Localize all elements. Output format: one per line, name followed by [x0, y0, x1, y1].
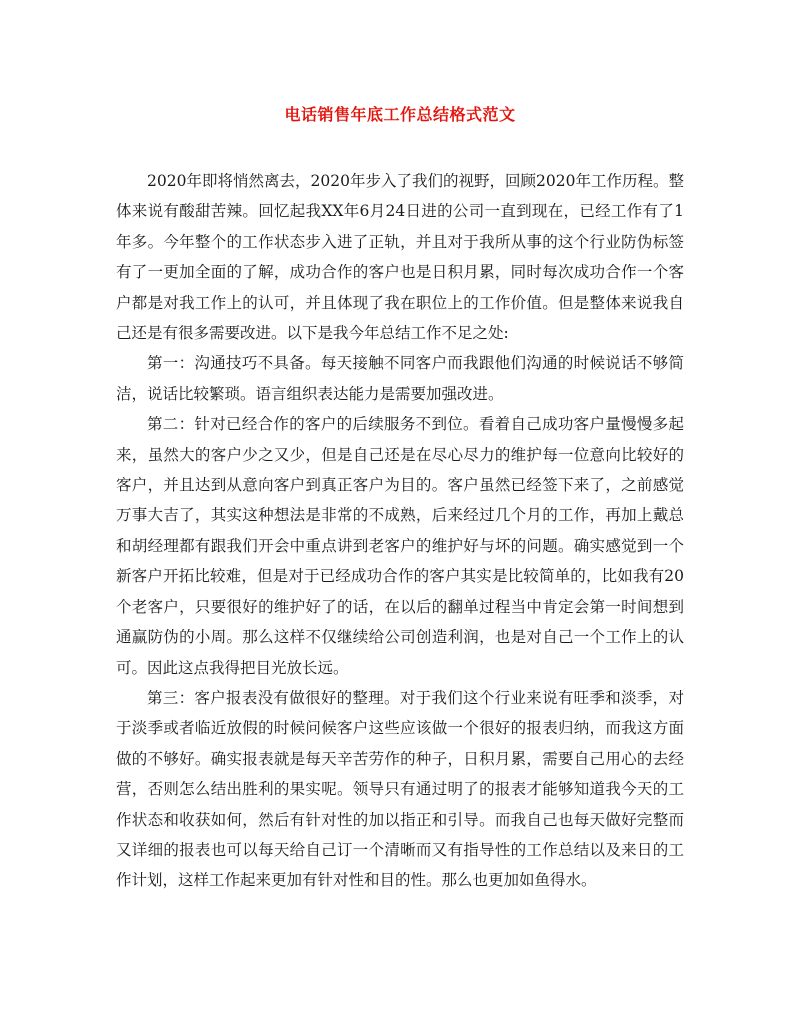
document-body — [116, 166, 684, 896]
paragraph-point-two: 第二：针对已经合作的客户的后续服务不到位。看着自己成功客户量慢慢多起来，虽然大的客户少之又少，但是自己还是在尽心尽力的维护每一位意向比较好的客户，并且达到从意向客户到真正客户为目的。客户虽然已经签下来了，之前感觉万事大吉了，其实这种想法是非常的不成熟，后来经过几个月的工作，再加上戴总和胡经理都有跟我们开会中重点讲到老客户的维护好与坏的问题。确实感觉到一个新客户开拓比较难，但是对于已经成功合作的客户其实是比较简单的，比如我有20个老客户，只要很好的维护好了的话，在以后的翻单过程当中肯定会第一时间想到通赢防伪的小周。那么这样不仅继续给公司创造利润，也是对自己一个工作上的认可。因此这点我得把目光放长远。 — [116, 415, 684, 677]
paragraph-intro: 2020年即将悄然离去，2020年步入了我们的视野，回顾2020年工作历程。整体来说有酸甜苦辣。回忆起我XX年6月24日进的公司一直到现在，已经工作有了1年多。今年整个的工作状态步入进了正轨，并且对于我所从事的这个行业防伪标签有了一更加全面的了解，成功合作的客户也是日积月累，同时每次成功合作一个客户都是对我工作上的认可，并且体现了我在职位上的工作价值。但是整体来说我自己还是有很多需要改进。以下是我今年总结工作不足之处: — [116, 172, 684, 343]
document-title: 电话销售年底工作总结格式范文 — [284, 105, 516, 124]
paragraph-point-three: 第三：客户报表没有做很好的整理。对于我们这个行业来说有旺季和淡季，对于淡季或者临近放假的时候问候客户这些应该做一个很好的报表归纳，而我这方面做的不够好。确实报表就是每天辛苦劳作的种子，日积月累，需要自己用心的去经营，否则怎么结出胜利的果实呢。领导只有通过明了的报表才能够知道我今天的工作状态和收获如何，然后有针对性的加以指正和引导。而我自己也每天做好完整而又详细的报表也可以每天给自己订一个清晰而又有指导性的工作总结以及来日的工作计划，这样工作起来更加有针对性和目的性。那么也更加如鱼得水。 — [116, 688, 684, 890]
paragraph-point-one: 第一：沟通技巧不具备。每天接触不同客户而我跟他们沟通的时候说话不够简洁，说话比较繁琐。语言组织表达能力是需要加强改进。 — [116, 354, 684, 403]
